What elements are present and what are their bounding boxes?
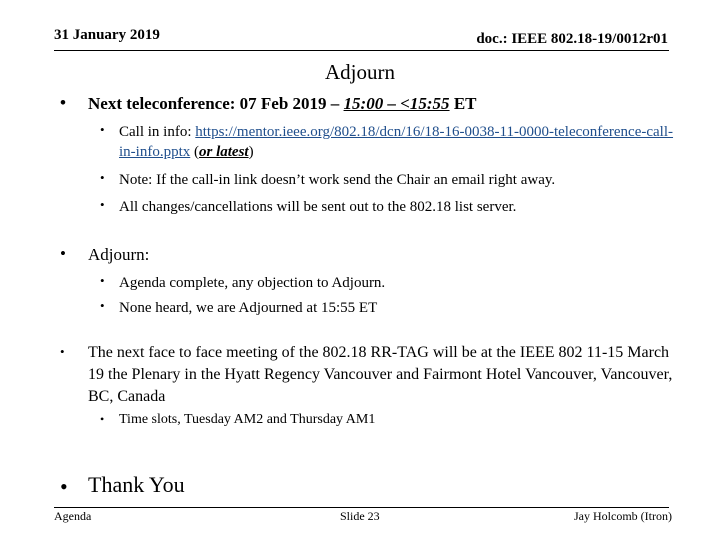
bullet-dot: • (100, 298, 105, 313)
slide-title: Adjourn (325, 60, 395, 84)
bullet-dot: • (60, 474, 68, 499)
footer-slide-number: Slide 23 (340, 509, 380, 523)
bullet-dot: • (60, 93, 66, 112)
call-in-paren-open: ( (190, 144, 199, 160)
footer-left: Agenda (54, 509, 92, 523)
adjourned-text: None heard, we are Adjourned at 15:55 ET (119, 300, 378, 316)
header-rule (54, 50, 669, 51)
call-in-link[interactable]: https://mentor.ieee.org/802.18/dcn/16/18-16-0038-11-0000-teleconference-call-in-info.pptx (119, 124, 674, 160)
call-in-paren-close: ) (248, 144, 254, 160)
note-text: Note: If the call-in link doesn’t work send the Chair an email right away. (119, 172, 556, 188)
header-doc-id: doc.: IEEE 802.18-19/0012r01 (476, 31, 668, 47)
bullet-dot: • (100, 122, 105, 137)
bullet-dot: • (100, 197, 105, 212)
teleconference-time: 15:00 – <15:55 (343, 94, 450, 113)
header-date: 31 January 2019 (54, 27, 160, 43)
bullet-dot: • (60, 344, 65, 359)
agenda-complete-text: Agenda complete, any objection to Adjourn. (119, 275, 386, 291)
changes-text: All changes/cancellations will be sent out to the 802.18 list server. (119, 199, 517, 215)
or-latest: or latest (199, 144, 249, 160)
bullet-dot: • (60, 244, 66, 263)
bullet-dot: • (100, 170, 105, 185)
time-slots-text: Time slots, Tuesday AM2 and Thursday AM1 (119, 412, 376, 427)
footer-author: Jay Holcomb (Itron) (574, 509, 672, 523)
bullet-dot: • (100, 412, 105, 426)
thank-you-text: Thank You (88, 472, 185, 497)
bullet-dot: • (100, 273, 105, 288)
call-in-label: Call in info: (119, 124, 196, 140)
next-meeting-text: The next face to face meeting of the 802.18 RR-TAG will be at the IEEE 802 11-15 March 19 the Plenary in the Hyatt Regency Vancouver and Fairmont Hotel Vancouver, Vancouver, BC, Canada (88, 344, 673, 405)
footer-rule (54, 507, 669, 508)
adjourn-label: Adjourn: (88, 245, 150, 264)
teleconference-suffix: ET (449, 94, 477, 113)
teleconference-date: Next teleconference: 07 Feb 2019 – (88, 94, 344, 113)
